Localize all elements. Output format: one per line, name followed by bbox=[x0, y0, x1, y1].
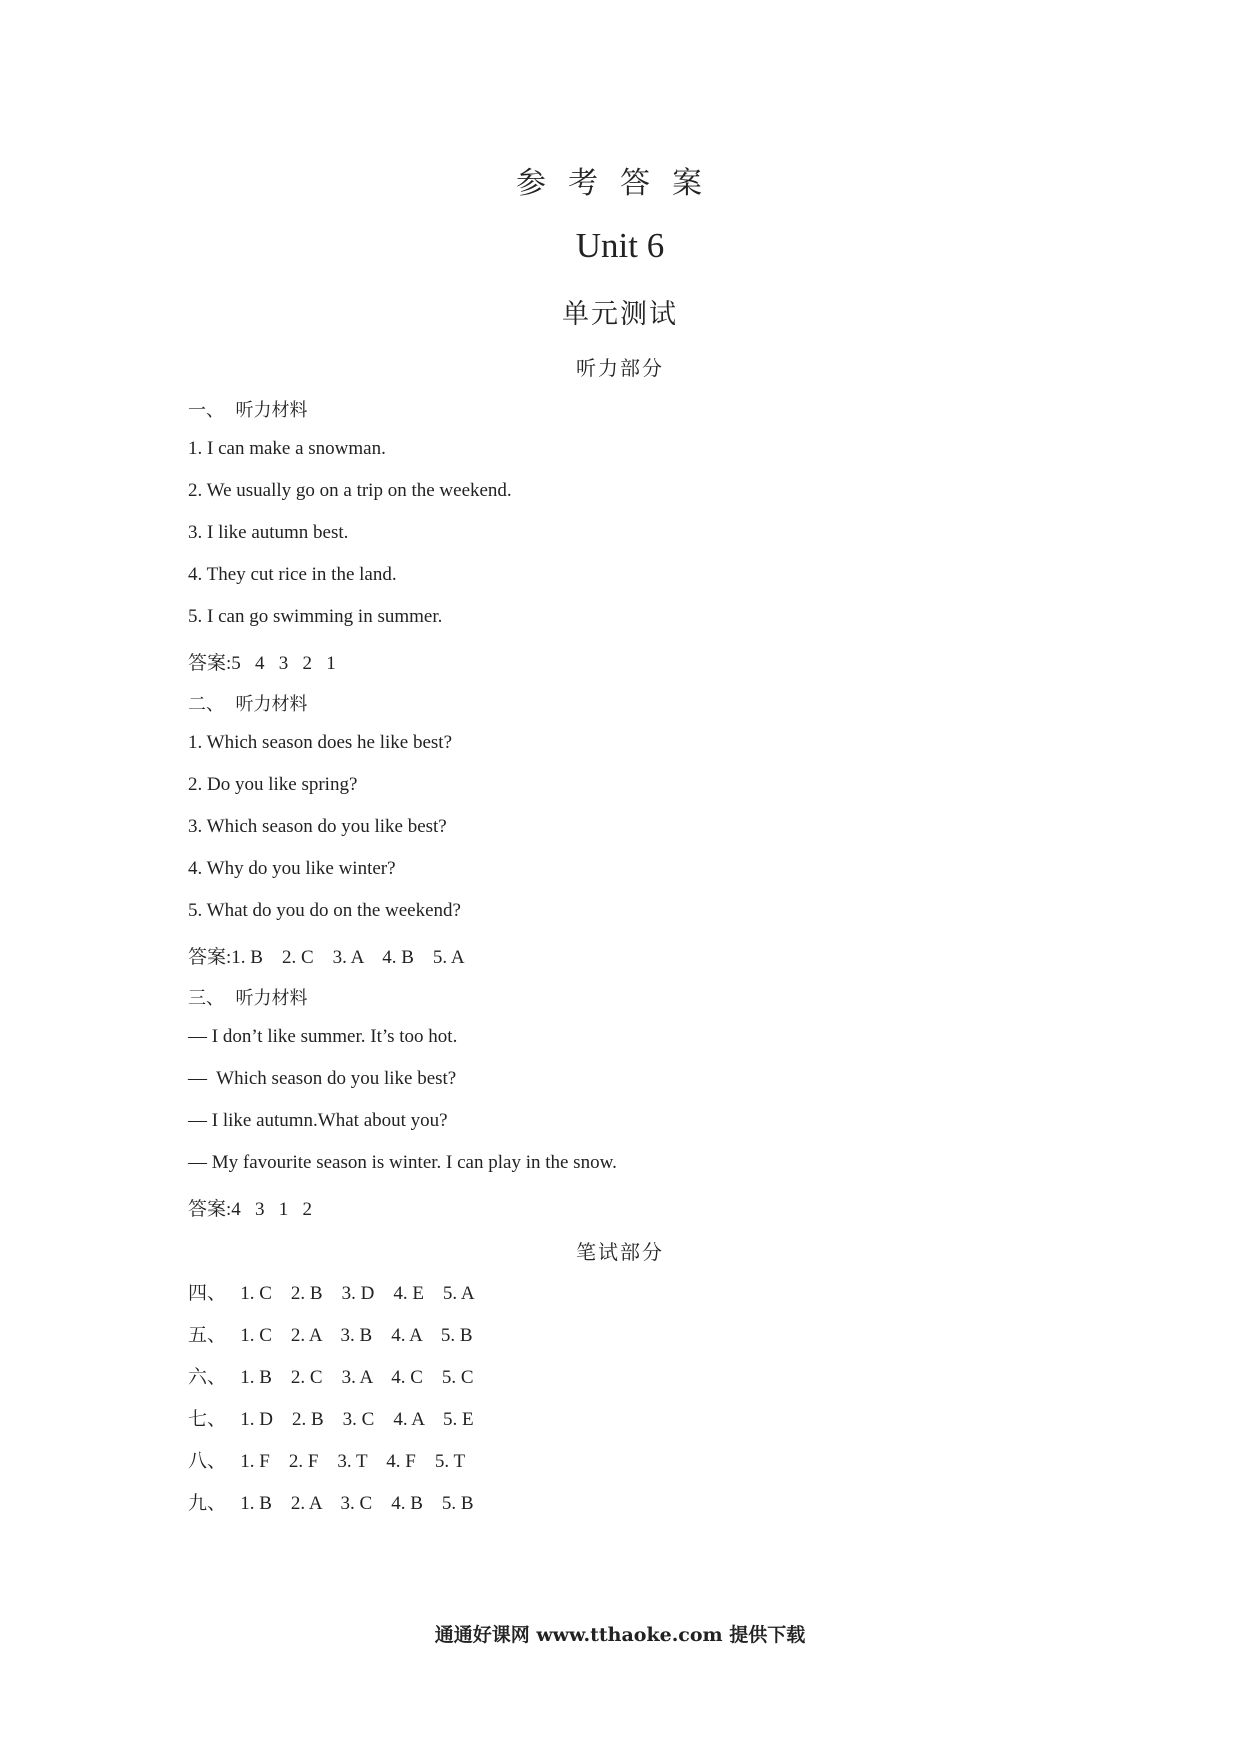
answer-row: 六、 1. B 2. C 3. A 4. C 5. C bbox=[188, 1367, 474, 1388]
answer-row: 七、 1. D 2. B 3. C 4. A 5. E bbox=[188, 1409, 474, 1430]
list-item: 2. Do you like spring? bbox=[188, 774, 358, 795]
list-item: 4. They cut rice in the land. bbox=[188, 564, 397, 585]
page-title: 参考答案 bbox=[516, 166, 724, 201]
part1-heading: 一、 听力材料 bbox=[188, 400, 308, 421]
list-item: 3. I like autumn best. bbox=[188, 522, 349, 543]
unit-heading: Unit 6 bbox=[575, 226, 665, 265]
list-item: — I don’t like summer. It’s too hot. bbox=[188, 1026, 458, 1047]
list-item: 2. We usually go on a trip on the weekend. bbox=[188, 480, 512, 501]
listening-section-heading: 听力部分 bbox=[576, 356, 664, 380]
list-item: — My favourite season is winter. I can play in the snow. bbox=[188, 1152, 617, 1173]
answer-row: 九、 1. B 2. A 3. C 4. B 5. B bbox=[188, 1493, 474, 1514]
list-item: 1. I can make a snowman. bbox=[188, 438, 386, 459]
test-subtitle: 单元测试 bbox=[562, 299, 678, 330]
written-section-heading: 笔试部分 bbox=[576, 1240, 664, 1264]
part2-answer: 答案:1. B 2. C 3. A 4. B 5. A bbox=[188, 947, 465, 968]
list-item: 3. Which season do you like best? bbox=[188, 816, 447, 837]
list-item: 4. Why do you like winter? bbox=[188, 858, 396, 879]
list-item: — Which season do you like best? bbox=[188, 1068, 457, 1089]
part3-answer: 答案:4 3 1 2 bbox=[188, 1199, 313, 1220]
answer-row: 四、 1. C 2. B 3. D 4. E 5. A bbox=[188, 1283, 475, 1304]
answer-row: 五、 1. C 2. A 3. B 4. A 5. B bbox=[188, 1325, 473, 1346]
part1-answer: 答案:5 4 3 2 1 bbox=[188, 653, 336, 674]
list-item: 5. I can go swimming in summer. bbox=[188, 606, 443, 627]
footer-source-note: 通通好课网 www.tthaoke.com 提供下载 bbox=[434, 1624, 806, 1646]
part3-heading: 三、 听力材料 bbox=[188, 988, 308, 1009]
list-item: 1. Which season does he like best? bbox=[188, 732, 452, 753]
list-item: 5. What do you do on the weekend? bbox=[188, 900, 461, 921]
list-item: — I like autumn.What about you? bbox=[188, 1110, 448, 1131]
part2-heading: 二、 听力材料 bbox=[188, 694, 308, 715]
answer-row: 八、 1. F 2. F 3. T 4. F 5. T bbox=[188, 1451, 466, 1472]
